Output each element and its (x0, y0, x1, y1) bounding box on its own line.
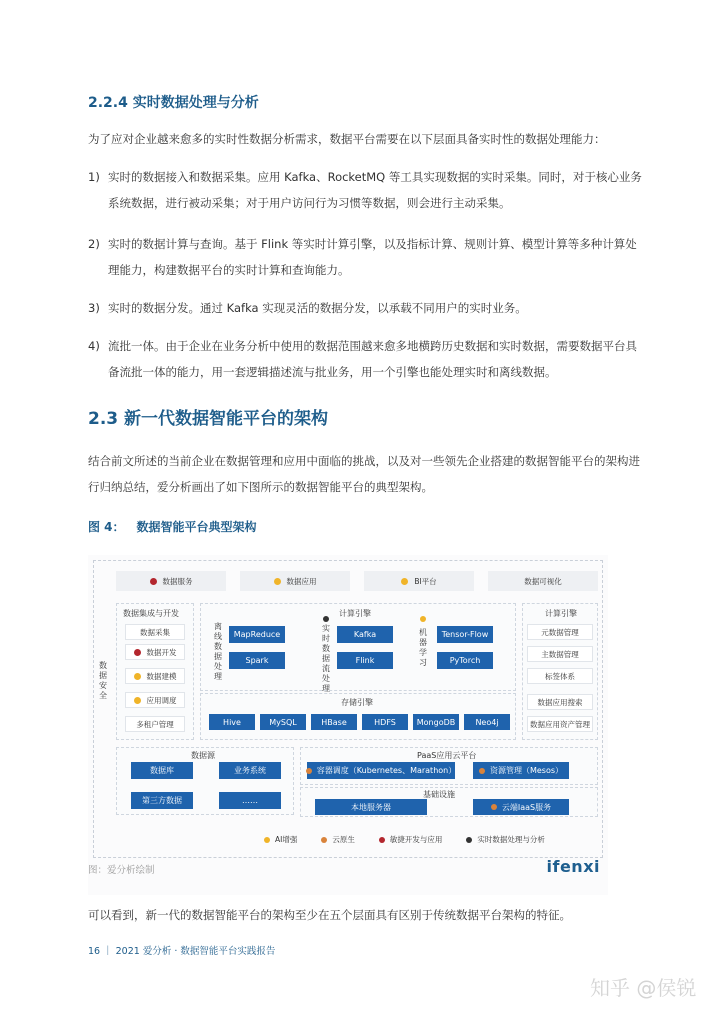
cloud-dot-icon (491, 804, 497, 810)
ai-dot-icon (274, 578, 281, 585)
list-number: 3) (88, 301, 100, 315)
list-text: 实时的数据计算与查询。基于 Flink 等实时计算引擎，以及指标计算、规则计算、模型计算等多种计算处理能力，构建数据平台的实时计算和查询能力。 (108, 237, 637, 277)
storage-item: HBase (311, 714, 357, 730)
list-item (88, 333, 648, 385)
integration-item: 多租户管理 (125, 716, 185, 732)
architecture-figure (88, 555, 608, 895)
ai-dot-icon (134, 697, 141, 704)
integration-item: 数据采集 (125, 624, 185, 640)
storage-item: Hive (209, 714, 255, 730)
offline-label: 离线数据处理 (214, 622, 222, 681)
legend-item: 敏捷开发与应用 (379, 834, 443, 845)
governance-item: 数据应用资产管理 (527, 716, 593, 732)
paas-item-container: 容器调度（Kubernetes、Marathon） (307, 762, 455, 779)
figure-number: 图 4： (88, 520, 125, 534)
figure-label (88, 518, 257, 535)
section-intro: 为了应对企业越来愈多的实时性数据分析需求，数据平台需要在以下层面具备实时性的数据处理能力： (88, 132, 606, 146)
compute-item-tensorflow: Tensor-Flow (437, 626, 493, 643)
integration-item: 数据开发 (125, 644, 185, 660)
storage-item: MySQL (260, 714, 306, 730)
compute-item-mapreduce: MapReduce (229, 626, 285, 643)
datasource-item: 数据库 (131, 762, 193, 779)
figure-frame (93, 560, 603, 858)
governance-box (522, 603, 598, 740)
list-text: 流批一体。由于企业在业务分析中使用的数据范围越来愈多地横跨历史数据和实时数据，需要数据平台具备流批一体的能力，用一套逻辑描述流与批业务，用一个引擎也能处理实时和离线数据。 (108, 339, 637, 379)
cloud-dot-icon (306, 768, 312, 774)
infra-title: 基础设施 (423, 790, 455, 799)
data-security-label: 数据安全 (99, 661, 107, 700)
list-text: 实时的数据接入和数据采集。应用 Kafka、RocketMQ 等工具实现数据的实时采集。同时，对于核心业务系统数据，进行被动采集；对于用户访问行为习惯等数据，则会进行主动采集。 (108, 170, 642, 210)
agile-dot-icon (150, 578, 157, 585)
compute-title: 计算引擎 (339, 609, 371, 618)
page-footer: 16 ｜ 2021 爱分析 · 数据智能平台实践报告 (88, 946, 276, 957)
compute-item-kafka: Kafka (337, 626, 393, 643)
legend-item: 云原生 (321, 834, 355, 845)
ai-dot-icon (401, 578, 408, 585)
datasource-item: 业务系统 (219, 762, 281, 779)
top-chip-data-service: 数据服务 (116, 571, 226, 591)
storage-item: HDFS (362, 714, 408, 730)
compute-engine-box (200, 603, 516, 691)
integration-item: 应用调度 (125, 692, 185, 708)
paas-box (300, 747, 598, 785)
infra-item-local: 本地服务器 (315, 799, 427, 815)
infra-item-cloud: 云端IaaS服务 (473, 799, 569, 815)
top-row (116, 567, 598, 595)
integration-title: 数据集成与开发 (123, 609, 179, 618)
storage-engine-box (200, 693, 516, 740)
list-number: 4) (88, 339, 100, 353)
datasource-item: 第三方数据 (131, 792, 193, 809)
storage-item: MongoDB (413, 714, 459, 730)
list-item (88, 164, 648, 216)
agile-dot-icon (379, 837, 385, 843)
integration-box (116, 603, 194, 740)
top-chip-bi: BI平台 (364, 571, 474, 591)
paas-item-resource: 资源管理（Mesos） (473, 762, 569, 779)
governance-item: 主数据管理 (527, 646, 593, 662)
infra-box (300, 787, 598, 817)
list-item (88, 231, 648, 283)
realtime-dot-icon (323, 616, 329, 622)
ifenxi-logo: ifenxi (546, 857, 600, 876)
list-number: 2) (88, 237, 100, 251)
watermark: 知乎 @侯锐 (590, 976, 697, 1000)
section-heading-2-3: 2.3 新一代数据智能平台的架构 (88, 409, 329, 429)
ai-dot-icon (134, 673, 141, 680)
figure-legend (264, 834, 569, 845)
list-number: 1) (88, 170, 100, 184)
integration-item: 数据建模 (125, 668, 185, 684)
governance-title: 计算引擎 (545, 609, 577, 618)
cloud-dot-icon (479, 768, 485, 774)
top-chip-visualization: 数据可视化 (488, 571, 598, 591)
legend-item: AI增强 (264, 834, 297, 845)
list-item (88, 295, 648, 321)
compute-item-flink: Flink (337, 652, 393, 669)
compute-item-pytorch: PyTorch (437, 652, 493, 669)
datasource-title: 数据源 (191, 751, 215, 760)
paas-title: PaaS应用云平台 (417, 751, 477, 760)
top-chip-data-app: 数据应用 (240, 571, 350, 591)
datasource-box (116, 747, 294, 815)
storage-title: 存储引擎 (341, 698, 373, 707)
cloud-dot-icon (321, 837, 327, 843)
governance-item: 元数据管理 (527, 624, 593, 640)
figure-caption: 图：爱分析绘制 (88, 865, 155, 876)
storage-item: Neo4j (464, 714, 510, 730)
realtime-label: 实时数据流处理 (322, 624, 330, 693)
section-intro: 结合前文所述的当前企业在数据管理和应用中面临的挑战，以及对一些领先企业搭建的数据智能平台的架构进行归纳总结，爱分析画出了如下图所示的数据智能平台的典型架构。 (88, 454, 640, 494)
governance-item: 数据应用搜索 (527, 694, 593, 710)
realtime-dot-icon (466, 837, 472, 843)
datasource-item: …… (219, 792, 281, 809)
ml-label: 机器学习 (419, 628, 427, 667)
legend-item: 实时数据处理与分析 (466, 834, 545, 845)
ai-dot-icon (264, 837, 270, 843)
figure-title: 数据智能平台典型架构 (136, 520, 257, 534)
compute-item-spark: Spark (229, 652, 285, 669)
governance-item: 标签体系 (527, 668, 593, 684)
section-heading-2-2-4: 2.2.4 实时数据处理与分析 (88, 95, 259, 111)
closing-paragraph: 可以看到，新一代的数据智能平台的架构至少在五个层面具有区别于传统数据平台架构的特征。 (88, 908, 571, 922)
agile-dot-icon (134, 649, 141, 656)
ai-dot-icon (420, 616, 426, 622)
list-text: 实时的数据分发。通过 Kafka 实现灵活的数据分发，以承载不同用户的实时业务。 (108, 301, 527, 315)
